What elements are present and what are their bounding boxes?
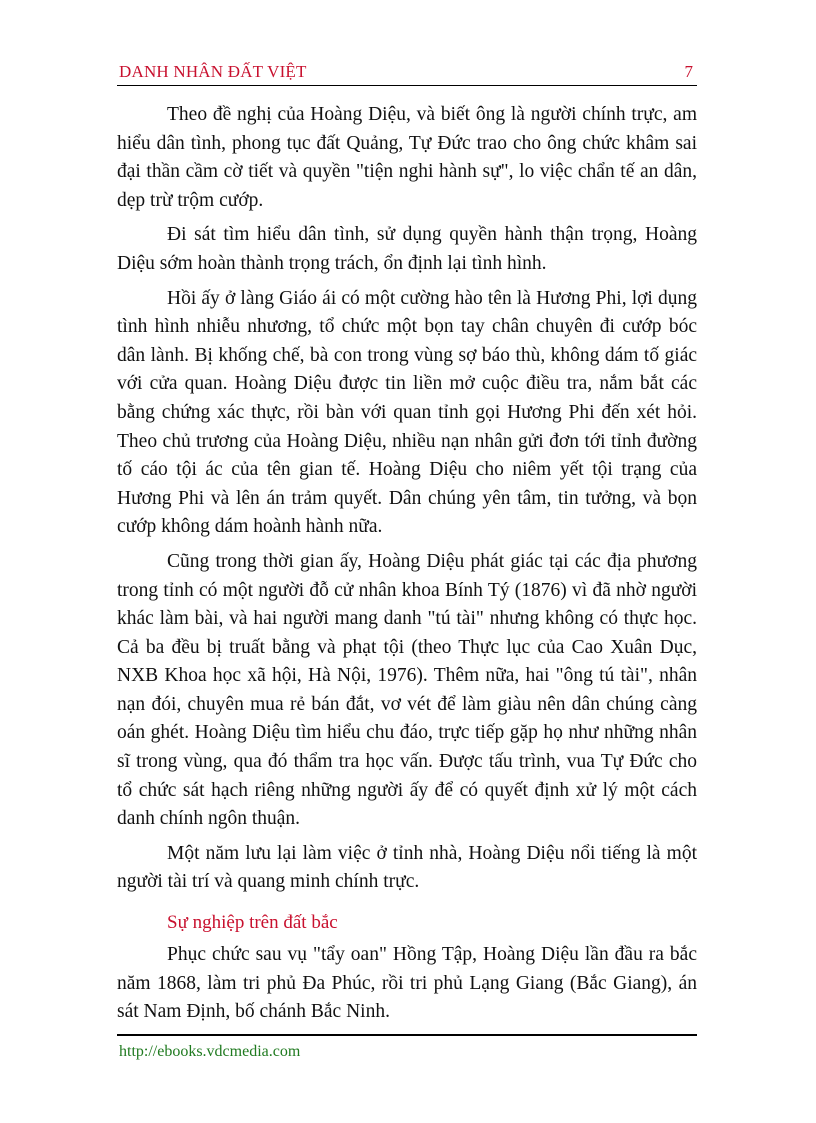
page-body [117,101,697,1033]
footer-divider [117,1034,697,1036]
running-title: DANH NHÂN ĐẤT VIỆT [119,62,307,81]
section-heading: Sự nghiệp trên đất bắc [167,912,338,934]
paragraph: Một năm lưu lại làm việc ở tỉnh nhà, Hoàng Diệu nổi tiếng là một người tài trí và quang minh chính trực. [117,842,697,893]
paragraph: Theo đề nghị của Hoàng Diệu, và biết ông là người chính trực, am hiểu dân tình, phong tục đất Quảng, Tự Đức trao cho ông chức khâm sai đại thần cầm cờ tiết và quyền "tiện nghi hành sự", lo việc chẩn tế an dân, dẹp trừ trộm cướp. [117,104,697,211]
header-divider [117,85,697,86]
paragraph: Phục chức sau vụ "tẩy oan" Hồng Tập, Hoàng Diệu lần đầu ra bắc năm 1868, làm tri phủ Đa Phúc, rồi tri phủ Lạng Giang (Bắc Giang), án sát Nam Định, bố chánh Bắc Ninh. [117,944,697,1023]
paragraph: Đi sát tìm hiểu dân tình, sử dụng quyền hành thận trọng, Hoàng Diệu sớm hoàn thành trọng trách, ổn định lại tình hình. [117,224,697,274]
page-header [117,62,697,84]
page-number: 7 [684,62,693,81]
paragraph: Cũng trong thời gian ấy, Hoàng Diệu phát giác tại các địa phương trong tỉnh có một người đỗ cử nhân khoa Bính Tý (1876) vì đã nhờ người khác làm bài, và hai người mang danh "tú tài" nhưng không có thực học. Cả ba đều bị truất bằng và phạt tội (theo Thực lục của Cao Xuân Dục, NXB Khoa học xã hội, Hà Nội, 1976). Thêm nữa, hai "ông tú tài", nhân nạn đói, chuyên mua rẻ bán đắt, vơ vét để làm giàu nên dân chúng càng oán ghét. Hoàng Diệu tìm hiểu chu đáo, trực tiếp gặp họ như những nhân sĩ trong vùng, qua đó thẩm tra học vấn. Được tấu trình, vua Tự Đức cho tổ chức sát hạch riêng những người ấy để có quyết định xử lý một cách danh chính ngôn thuận. [117,550,697,830]
footer-link[interactable]: http://ebooks.vdcmedia.com [119,1043,301,1060]
paragraph: Hồi ấy ở làng Giáo ái có một cường hào tên là Hương Phi, lợi dụng tình hình nhiễu nhương, tổ chức một bọn tay chân chuyên đi cướp bóc dân lành. Bị khống chế, bà con trong vùng sợ báo thù, không dám tố giác với cửa quan. Hoàng Diệu được tin liền mở cuộc điều tra, nắm bắt các bằng chứng xác thực, rồi bàn với quan tỉnh gọi Hương Phi đến xét hỏi. Theo chủ trương của Hoàng Diệu, nhiều nạn nhân gửi đơn tới tỉnh đường tố cáo tội ác của tên gian tế. Hoàng Diệu cho niêm yết tội trạng của Hương Phi và lên án trảm quyết. Dân chúng yên tâm, tin tưởng, và bọn cướp không dám hoành hành nữa. [117,287,697,538]
